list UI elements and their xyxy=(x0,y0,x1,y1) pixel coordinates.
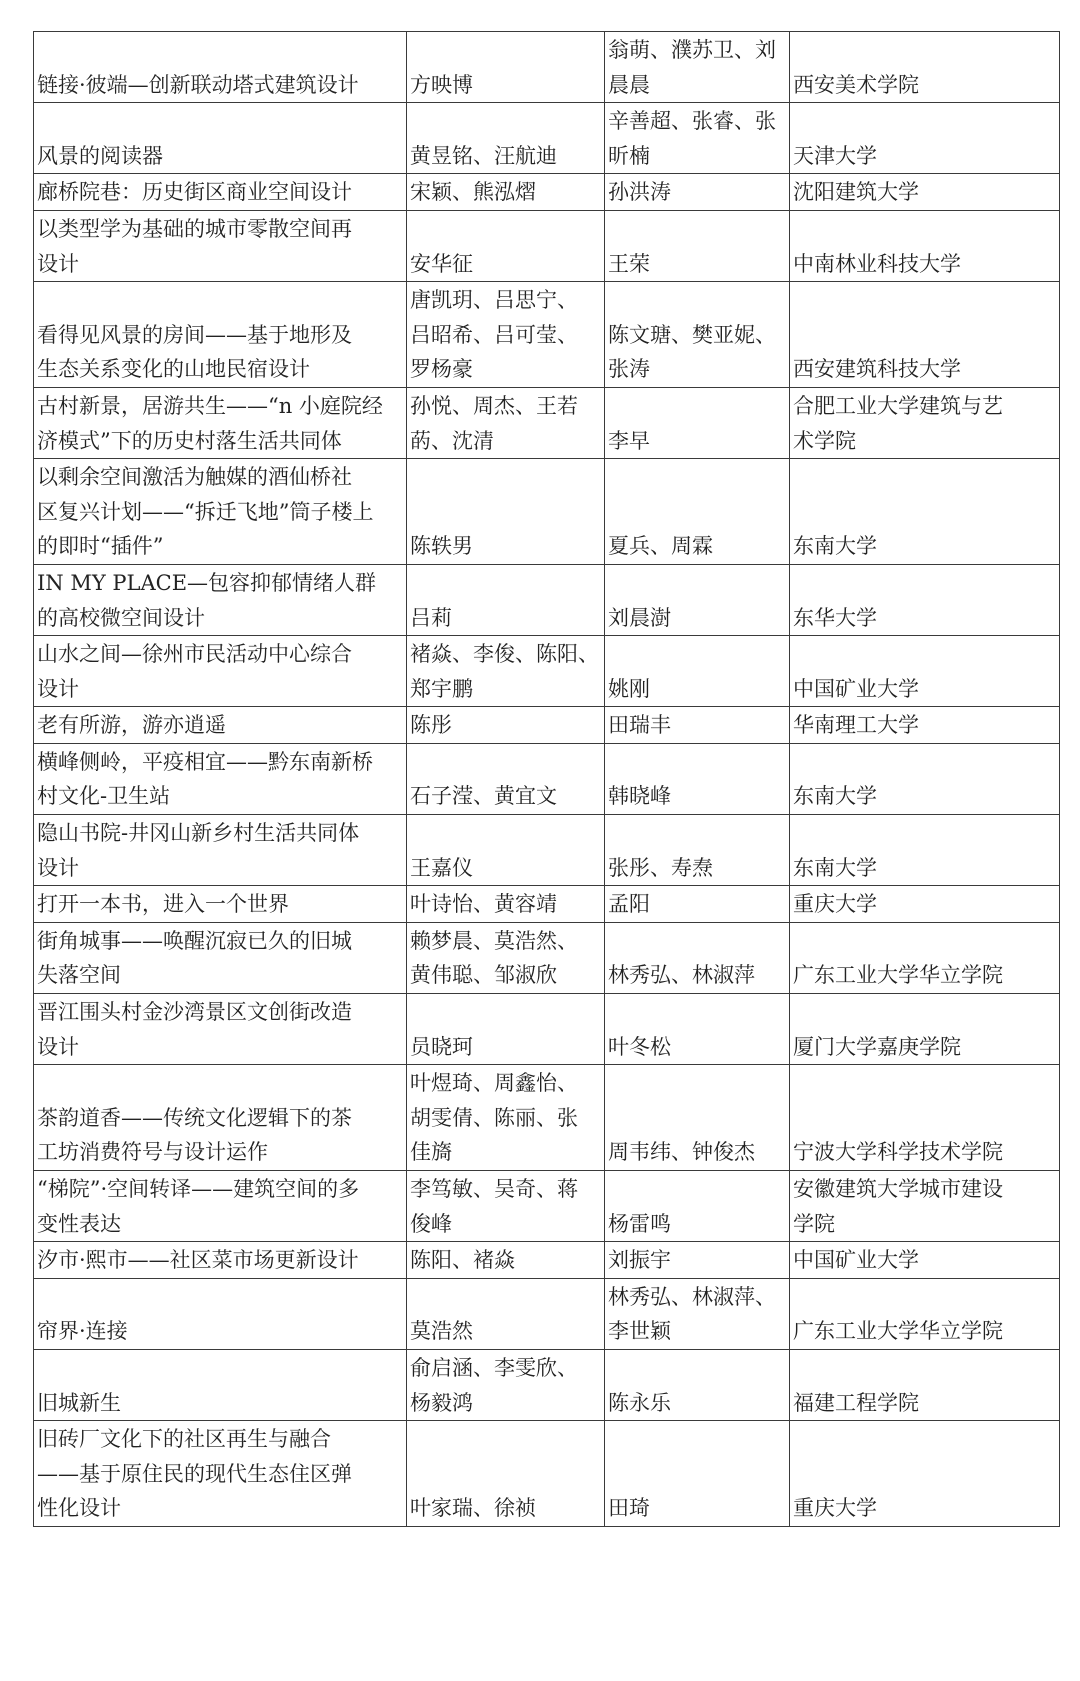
table-row xyxy=(34,459,1060,565)
advisor-cell: 孟阳 xyxy=(605,886,790,923)
author-cell: 赖梦晨、莫浩然、 黄伟聪、邹淑欣 xyxy=(407,922,605,993)
project-title-cell: 隐山书院-井冈山新乡村生活共同体 设计 xyxy=(34,815,407,886)
school-cell: 重庆大学 xyxy=(790,886,1060,923)
table-row xyxy=(34,1278,1060,1349)
advisor-cell: 翁萌、濮苏卫、刘 晨晨 xyxy=(605,32,790,103)
author-cell: 褚焱、李俊、陈阳、 郑宇鹏 xyxy=(407,636,605,707)
project-title-cell: 打开一本书，进入一个世界 xyxy=(34,886,407,923)
advisor-cell: 孙洪涛 xyxy=(605,174,790,211)
author-cell: 王嘉仪 xyxy=(407,815,605,886)
author-cell: 陈轶男 xyxy=(407,459,605,565)
table-row xyxy=(34,564,1060,635)
author-cell: 石子滢、黄宜文 xyxy=(407,743,605,814)
project-title-cell: 汐市·熙市——社区菜市场更新设计 xyxy=(34,1242,407,1279)
author-cell: 李笃敏、吴奇、蒋 俊峰 xyxy=(407,1171,605,1242)
author-cell: 叶家瑞、徐祯 xyxy=(407,1421,605,1527)
advisor-cell: 田瑞丰 xyxy=(605,707,790,744)
school-cell: 重庆大学 xyxy=(790,1421,1060,1527)
author-cell: 叶煜琦、周鑫怡、 胡雯倩、陈丽、张 佳旖 xyxy=(407,1065,605,1171)
author-cell: 叶诗怡、黄容靖 xyxy=(407,886,605,923)
table-row xyxy=(34,743,1060,814)
results-table xyxy=(33,31,1060,1527)
project-title-cell: 旧砖厂文化下的社区再生与融合 ——基于原住民的现代生态住区弹 性化设计 xyxy=(34,1421,407,1527)
advisor-cell: 田琦 xyxy=(605,1421,790,1527)
table-row xyxy=(34,994,1060,1065)
project-title-cell: 晋江围头村金沙湾景区文创街改造 设计 xyxy=(34,994,407,1065)
project-title-cell: 老有所游，游亦逍遥 xyxy=(34,707,407,744)
advisor-cell: 刘振宇 xyxy=(605,1242,790,1279)
school-cell: 中国矿业大学 xyxy=(790,636,1060,707)
advisor-cell: 夏兵、周霖 xyxy=(605,459,790,565)
table-row xyxy=(34,636,1060,707)
school-cell: 沈阳建筑大学 xyxy=(790,174,1060,211)
school-cell: 中国矿业大学 xyxy=(790,1242,1060,1279)
author-cell: 陈彤 xyxy=(407,707,605,744)
project-title-cell: 街角城事——唤醒沉寂已久的旧城 失落空间 xyxy=(34,922,407,993)
advisor-cell: 陈文瑭、樊亚妮、 张涛 xyxy=(605,282,790,388)
table-row xyxy=(34,32,1060,103)
school-cell: 宁波大学科学技术学院 xyxy=(790,1065,1060,1171)
advisor-cell: 林秀弘、林淑萍、 李世颖 xyxy=(605,1278,790,1349)
school-cell: 东南大学 xyxy=(790,815,1060,886)
advisor-cell: 陈永乐 xyxy=(605,1349,790,1420)
author-cell: 方映博 xyxy=(407,32,605,103)
advisor-cell: 刘晨澍 xyxy=(605,564,790,635)
advisor-cell: 姚刚 xyxy=(605,636,790,707)
advisor-cell: 杨雷鸣 xyxy=(605,1171,790,1242)
advisor-cell: 王荣 xyxy=(605,210,790,281)
project-title-cell: 以剩余空间激活为触媒的酒仙桥社 区复兴计划——“拆迁飞地”筒子楼上 的即时“插件” xyxy=(34,459,407,565)
project-title-cell: 横峰侧岭，平疫相宜——黔东南新桥 村文化-卫生站 xyxy=(34,743,407,814)
school-cell: 天津大学 xyxy=(790,103,1060,174)
project-title-cell: 帘界·连接 xyxy=(34,1278,407,1349)
author-cell: 宋颖、熊泓熠 xyxy=(407,174,605,211)
school-cell: 西安建筑科技大学 xyxy=(790,282,1060,388)
author-cell: 俞启涵、李雯欣、 杨毅鸿 xyxy=(407,1349,605,1420)
school-cell: 西安美术学院 xyxy=(790,32,1060,103)
project-title-cell: 看得见风景的房间——基于地形及 生态关系变化的山地民宿设计 xyxy=(34,282,407,388)
school-cell: 中南林业科技大学 xyxy=(790,210,1060,281)
results-table-container xyxy=(33,31,1060,1527)
project-title-cell: 古村新景，居游共生——“n 小庭院经 济模式”下的历史村落生活共同体 xyxy=(34,387,407,458)
table-row xyxy=(34,174,1060,211)
advisor-cell: 叶冬松 xyxy=(605,994,790,1065)
table-row xyxy=(34,922,1060,993)
school-cell: 福建工程学院 xyxy=(790,1349,1060,1420)
school-cell: 安徽建筑大学城市建设 学院 xyxy=(790,1171,1060,1242)
table-row xyxy=(34,103,1060,174)
author-cell: 安华征 xyxy=(407,210,605,281)
school-cell: 广东工业大学华立学院 xyxy=(790,922,1060,993)
table-row xyxy=(34,1065,1060,1171)
advisor-cell: 周韦纬、钟俊杰 xyxy=(605,1065,790,1171)
table-row xyxy=(34,1171,1060,1242)
school-cell: 东南大学 xyxy=(790,459,1060,565)
table-row xyxy=(34,282,1060,388)
author-cell: 陈阳、褚焱 xyxy=(407,1242,605,1279)
table-row xyxy=(34,707,1060,744)
results-table-body xyxy=(34,32,1060,1527)
table-row xyxy=(34,1349,1060,1420)
school-cell: 华南理工大学 xyxy=(790,707,1060,744)
advisor-cell: 李早 xyxy=(605,387,790,458)
advisor-cell: 辛善超、张睿、张 昕楠 xyxy=(605,103,790,174)
school-cell: 广东工业大学华立学院 xyxy=(790,1278,1060,1349)
advisor-cell: 韩晓峰 xyxy=(605,743,790,814)
table-row xyxy=(34,387,1060,458)
project-title-cell: 旧城新生 xyxy=(34,1349,407,1420)
table-row xyxy=(34,815,1060,886)
table-row xyxy=(34,210,1060,281)
project-title-cell: 山水之间—徐州市民活动中心综合 设计 xyxy=(34,636,407,707)
school-cell: 合肥工业大学建筑与艺 术学院 xyxy=(790,387,1060,458)
advisor-cell: 林秀弘、林淑萍 xyxy=(605,922,790,993)
project-title-cell: 茶韵道香——传统文化逻辑下的茶 工坊消费符号与设计运作 xyxy=(34,1065,407,1171)
school-cell: 东华大学 xyxy=(790,564,1060,635)
table-row xyxy=(34,886,1060,923)
author-cell: 黄昱铭、汪航迪 xyxy=(407,103,605,174)
project-title-cell: IN MY PLACE—包容抑郁情绪人群 的高校微空间设计 xyxy=(34,564,407,635)
project-title-cell: 风景的阅读器 xyxy=(34,103,407,174)
project-title-cell: 链接·彼端—创新联动塔式建筑设计 xyxy=(34,32,407,103)
project-title-cell: “梯院”·空间转译——建筑空间的多 变性表达 xyxy=(34,1171,407,1242)
advisor-cell: 张彤、寿焘 xyxy=(605,815,790,886)
table-row xyxy=(34,1421,1060,1527)
project-title-cell: 以类型学为基础的城市零散空间再 设计 xyxy=(34,210,407,281)
author-cell: 员晓珂 xyxy=(407,994,605,1065)
author-cell: 唐凯玥、吕思宁、 吕昭希、吕可莹、 罗杨豪 xyxy=(407,282,605,388)
school-cell: 东南大学 xyxy=(790,743,1060,814)
author-cell: 孙悦、周杰、王若 菂、沈清 xyxy=(407,387,605,458)
author-cell: 莫浩然 xyxy=(407,1278,605,1349)
project-title-cell: 廊桥院巷：历史街区商业空间设计 xyxy=(34,174,407,211)
table-row xyxy=(34,1242,1060,1279)
school-cell: 厦门大学嘉庚学院 xyxy=(790,994,1060,1065)
author-cell: 吕莉 xyxy=(407,564,605,635)
